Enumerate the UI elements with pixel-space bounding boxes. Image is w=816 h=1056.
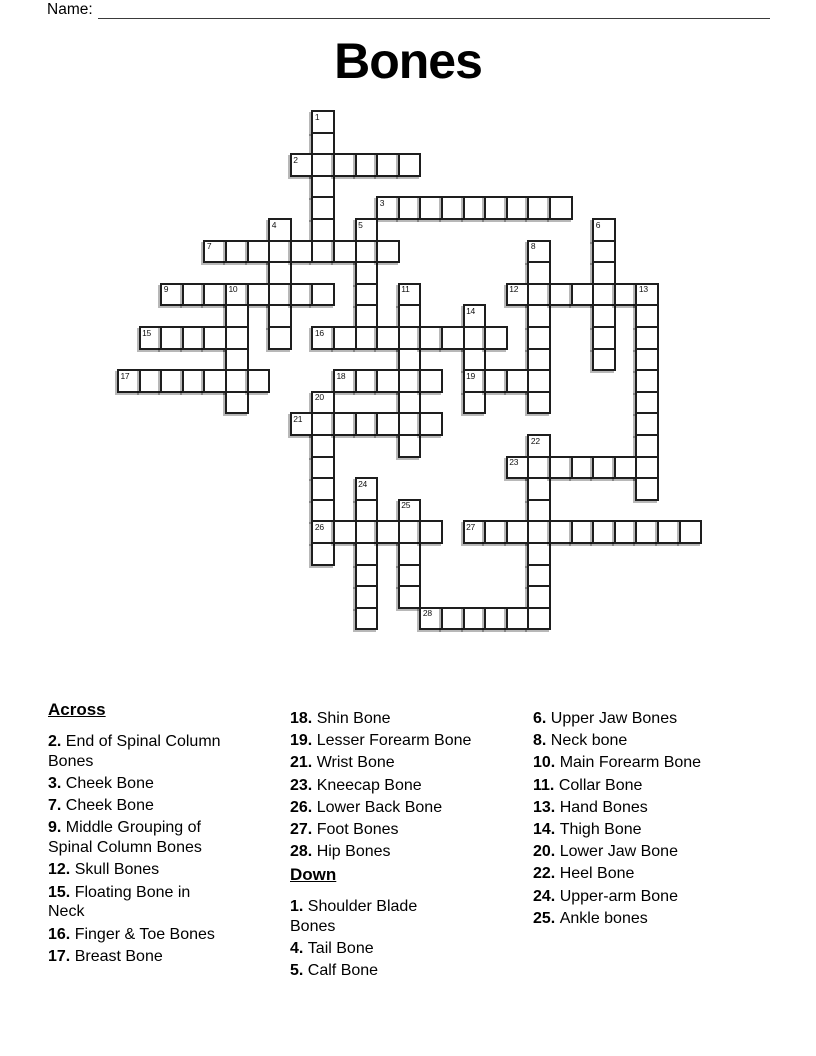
grid-cell[interactable] bbox=[203, 240, 227, 264]
clue-4: 4. Tail Bone bbox=[290, 939, 374, 957]
grid-cell[interactable] bbox=[311, 240, 335, 264]
grid-cell[interactable] bbox=[398, 412, 422, 436]
grid-cell[interactable] bbox=[441, 196, 465, 220]
grid-cell[interactable] bbox=[549, 283, 573, 307]
grid-cell[interactable] bbox=[355, 520, 379, 544]
grid-cell[interactable] bbox=[376, 240, 400, 264]
grid-cell[interactable] bbox=[355, 261, 379, 285]
grid-cell[interactable] bbox=[398, 304, 422, 328]
clue-8: 8. Neck bone bbox=[533, 732, 628, 750]
grid-cell[interactable] bbox=[614, 520, 638, 544]
grid-cell[interactable] bbox=[398, 391, 422, 415]
grid-cell[interactable] bbox=[506, 520, 530, 544]
grid-cell[interactable] bbox=[635, 348, 659, 372]
clue-2: 2. End of Spinal Column Bones bbox=[48, 733, 221, 770]
grid-cell[interactable] bbox=[311, 175, 335, 199]
clue-25: 25. Ankle bones bbox=[533, 909, 648, 927]
grid-cell[interactable] bbox=[398, 348, 422, 372]
cell-number: 19 bbox=[466, 370, 475, 381]
grid-cell[interactable] bbox=[355, 153, 379, 177]
cell-number: 24 bbox=[358, 478, 367, 489]
grid-cell[interactable] bbox=[419, 607, 443, 631]
cell-number: 17 bbox=[120, 370, 130, 381]
grid-cell[interactable] bbox=[355, 218, 379, 242]
grid-cell[interactable] bbox=[549, 196, 573, 220]
grid-cell[interactable] bbox=[203, 326, 227, 350]
grid-cell[interactable] bbox=[419, 326, 443, 350]
grid-cell[interactable] bbox=[311, 499, 335, 523]
cell-number: 9 bbox=[163, 284, 169, 295]
grid-cell[interactable] bbox=[376, 520, 400, 544]
grid-cell[interactable] bbox=[398, 434, 422, 458]
grid-cell[interactable] bbox=[398, 585, 422, 609]
clue-column-1 bbox=[48, 700, 280, 969]
across-header: Across bbox=[48, 700, 106, 719]
grid-cell[interactable] bbox=[247, 240, 271, 264]
grid-cell[interactable] bbox=[311, 196, 335, 220]
across-clues-part1 bbox=[48, 732, 280, 967]
grid-cell[interactable] bbox=[290, 283, 314, 307]
grid-cell[interactable] bbox=[635, 520, 659, 544]
grid-cell[interactable] bbox=[592, 283, 616, 307]
grid-cell[interactable] bbox=[635, 412, 659, 436]
grid-cell[interactable] bbox=[398, 326, 422, 350]
grid-cell[interactable] bbox=[268, 218, 292, 242]
grid-cell[interactable] bbox=[203, 283, 227, 307]
grid-cell[interactable] bbox=[527, 499, 551, 523]
clue-24: 24. Upper-arm Bone bbox=[533, 887, 678, 905]
grid-cell[interactable] bbox=[463, 391, 487, 415]
clue-20: 20. Lower Jaw Bone bbox=[533, 843, 678, 861]
grid-cell[interactable] bbox=[225, 240, 249, 264]
clue-16: 16. Finger & Toe Bones bbox=[48, 925, 215, 943]
cell-number: 21 bbox=[293, 413, 303, 424]
cell-number: 27 bbox=[466, 521, 475, 532]
cell-number: 25 bbox=[401, 500, 411, 511]
grid-cell[interactable] bbox=[268, 326, 292, 350]
grid-cell[interactable] bbox=[290, 412, 314, 436]
grid-cell[interactable] bbox=[290, 240, 314, 264]
cell-number: 12 bbox=[509, 284, 519, 295]
grid-cell[interactable] bbox=[311, 456, 335, 480]
cell-number: 22 bbox=[530, 435, 540, 446]
cell-number: 10 bbox=[228, 284, 238, 295]
grid-cell[interactable] bbox=[635, 304, 659, 328]
grid-cell[interactable] bbox=[592, 456, 616, 480]
grid-cell[interactable] bbox=[484, 326, 508, 350]
grid-cell[interactable] bbox=[398, 196, 422, 220]
grid-cell[interactable] bbox=[225, 369, 249, 393]
grid-cell[interactable] bbox=[182, 283, 206, 307]
grid-cell[interactable] bbox=[527, 304, 551, 328]
grid-cell[interactable] bbox=[355, 304, 379, 328]
grid-cell[interactable] bbox=[160, 369, 184, 393]
grid-cell[interactable] bbox=[527, 283, 551, 307]
grid-cell[interactable] bbox=[376, 153, 400, 177]
grid-cell[interactable] bbox=[398, 369, 422, 393]
grid-cell[interactable] bbox=[160, 326, 184, 350]
grid-cell[interactable] bbox=[549, 520, 573, 544]
clue-6: 6. Upper Jaw Bones bbox=[533, 710, 678, 727]
cell-number: 3 bbox=[379, 197, 385, 208]
cell-number: 7 bbox=[206, 241, 212, 252]
grid-cell[interactable] bbox=[139, 369, 163, 393]
grid-cell[interactable] bbox=[657, 520, 681, 544]
down-clues-part1 bbox=[290, 897, 530, 981]
grid-cell[interactable] bbox=[614, 456, 638, 480]
grid-cell[interactable] bbox=[527, 348, 551, 372]
clue-column-2 bbox=[290, 709, 530, 983]
grid-cell[interactable] bbox=[419, 369, 443, 393]
grid-cell[interactable] bbox=[463, 607, 487, 631]
clue-28: 28. Hip Bones bbox=[290, 843, 391, 861]
grid-cell[interactable] bbox=[311, 477, 335, 501]
grid-cell[interactable] bbox=[355, 283, 379, 307]
grid-cell[interactable] bbox=[311, 520, 335, 544]
grid-cell[interactable] bbox=[592, 261, 616, 285]
grid-cell[interactable] bbox=[571, 520, 595, 544]
grid-cell[interactable] bbox=[311, 542, 335, 566]
clue-9: 9. Middle Grouping of Spinal Column Bones bbox=[48, 819, 202, 857]
grid-cell[interactable] bbox=[355, 326, 379, 350]
grid-cell[interactable] bbox=[635, 326, 659, 350]
grid-cell[interactable] bbox=[635, 283, 659, 307]
grid-cell[interactable] bbox=[203, 369, 227, 393]
clue-11: 11. Collar Bone bbox=[533, 776, 643, 794]
grid-cell[interactable] bbox=[614, 283, 638, 307]
grid-cell[interactable] bbox=[268, 304, 292, 328]
cell-number: 1 bbox=[314, 111, 320, 122]
cell-number: 2 bbox=[293, 154, 298, 165]
clue-3: 3. Cheek Bone bbox=[48, 774, 154, 792]
grid-cell[interactable] bbox=[311, 218, 335, 242]
grid-cell[interactable] bbox=[484, 520, 508, 544]
grid-cell[interactable] bbox=[225, 326, 249, 350]
grid-cell[interactable] bbox=[527, 240, 551, 264]
grid-cell[interactable] bbox=[355, 542, 379, 566]
grid-cell[interactable] bbox=[549, 456, 573, 480]
grid-cell[interactable] bbox=[571, 456, 595, 480]
name-label: Name: bbox=[47, 1, 93, 18]
clue-19: 19. Lesser Forearm Bone bbox=[290, 732, 472, 750]
grid-cell[interactable] bbox=[527, 261, 551, 285]
grid-cell[interactable] bbox=[527, 542, 551, 566]
grid-cell[interactable] bbox=[527, 585, 551, 609]
clue-1: 1. Shoulder Blade Bones bbox=[290, 897, 418, 935]
grid-cell[interactable] bbox=[679, 520, 703, 544]
grid-cell[interactable] bbox=[398, 520, 422, 544]
grid-cell[interactable] bbox=[355, 369, 379, 393]
clue-14: 14. Thigh Bone bbox=[533, 820, 642, 838]
grid-cell[interactable] bbox=[268, 261, 292, 285]
grid-cell[interactable] bbox=[355, 477, 379, 501]
grid-cell[interactable] bbox=[463, 326, 487, 350]
grid-cell[interactable] bbox=[398, 283, 422, 307]
grid-cell[interactable] bbox=[355, 240, 379, 264]
grid-cell[interactable] bbox=[463, 369, 487, 393]
clue-18: 18. Shin Bone bbox=[290, 710, 391, 727]
grid-cell[interactable] bbox=[419, 196, 443, 220]
grid-cell[interactable] bbox=[592, 304, 616, 328]
cell-number: 28 bbox=[422, 608, 432, 619]
grid-cell[interactable] bbox=[635, 477, 659, 501]
clue-17: 17. Breast Bone bbox=[48, 947, 163, 965]
grid-cell[interactable] bbox=[441, 607, 465, 631]
grid-cell[interactable] bbox=[527, 456, 551, 480]
grid-cell[interactable] bbox=[376, 196, 400, 220]
grid-cell[interactable] bbox=[506, 607, 530, 631]
clue-26: 26. Lower Back Bone bbox=[290, 798, 443, 816]
grid-cell[interactable] bbox=[311, 412, 335, 436]
cell-number: 11 bbox=[401, 284, 410, 295]
grid-cell[interactable] bbox=[333, 240, 357, 264]
grid-cell[interactable] bbox=[527, 326, 551, 350]
grid-cell[interactable] bbox=[592, 240, 616, 264]
grid-cell[interactable] bbox=[333, 326, 357, 350]
grid-cell[interactable] bbox=[160, 283, 184, 307]
grid-cell[interactable] bbox=[419, 412, 443, 436]
clue-21: 21. Wrist Bone bbox=[290, 754, 395, 772]
across-clues-part2 bbox=[290, 709, 530, 862]
grid-cell[interactable] bbox=[225, 304, 249, 328]
grid-cell[interactable] bbox=[527, 434, 551, 458]
grid-cell[interactable] bbox=[290, 153, 314, 177]
clue-5: 5. Calf Bone bbox=[290, 962, 379, 980]
grid-cell[interactable] bbox=[311, 110, 335, 134]
grid-cell[interactable] bbox=[182, 369, 206, 393]
grid-cell[interactable] bbox=[311, 283, 335, 307]
cell-number: 23 bbox=[509, 457, 519, 468]
clue-10: 10. Main Forearm Bone bbox=[533, 754, 702, 772]
cell-number: 16 bbox=[314, 327, 324, 338]
grid-cell[interactable] bbox=[506, 283, 530, 307]
grid-cell[interactable] bbox=[527, 520, 551, 544]
grid-cell[interactable] bbox=[355, 585, 379, 609]
cell-number: 13 bbox=[638, 284, 648, 295]
grid-cell[interactable] bbox=[592, 520, 616, 544]
cell-number: 4 bbox=[271, 219, 277, 230]
grid-cell[interactable] bbox=[506, 196, 530, 220]
cell-number: 14 bbox=[466, 305, 475, 316]
grid-cell[interactable] bbox=[139, 326, 163, 350]
grid-cell[interactable] bbox=[419, 520, 443, 544]
cell-number: 26 bbox=[314, 521, 324, 532]
grid-cell[interactable] bbox=[527, 607, 551, 631]
grid-cell[interactable] bbox=[463, 304, 487, 328]
grid-cell[interactable] bbox=[527, 369, 551, 393]
grid-cell[interactable] bbox=[117, 369, 141, 393]
cell-number: 20 bbox=[314, 392, 324, 403]
grid-cell[interactable] bbox=[484, 607, 508, 631]
grid-cell[interactable] bbox=[484, 196, 508, 220]
grid-cell[interactable] bbox=[333, 520, 357, 544]
clue-13: 13. Hand Bones bbox=[533, 798, 648, 816]
cell-number: 15 bbox=[142, 327, 151, 338]
grid-cell[interactable] bbox=[463, 348, 487, 372]
clue-15: 15. Floating Bone in Neck bbox=[48, 883, 191, 921]
clue-12: 12. Skull Bones bbox=[48, 861, 160, 879]
grid-cell[interactable] bbox=[311, 391, 335, 415]
grid-cell[interactable] bbox=[592, 218, 616, 242]
grid-cell[interactable] bbox=[527, 391, 551, 415]
grid-cell[interactable] bbox=[376, 369, 400, 393]
grid-cell[interactable] bbox=[225, 348, 249, 372]
grid-cell[interactable] bbox=[635, 369, 659, 393]
down-header: Down bbox=[290, 864, 337, 884]
grid-cell[interactable] bbox=[311, 326, 335, 350]
grid-cell[interactable] bbox=[268, 240, 292, 264]
grid-cell[interactable] bbox=[398, 564, 422, 588]
grid-cell[interactable] bbox=[268, 283, 292, 307]
grid-cell[interactable] bbox=[333, 412, 357, 436]
grid-cell[interactable] bbox=[355, 564, 379, 588]
grid-cell[interactable] bbox=[527, 196, 551, 220]
clue-27: 27. Foot Bones bbox=[290, 820, 399, 838]
grid-cell[interactable] bbox=[484, 369, 508, 393]
cell-number: 18 bbox=[336, 370, 346, 381]
grid-cell[interactable] bbox=[506, 456, 530, 480]
cell-number: 5 bbox=[358, 219, 363, 230]
grid-cell[interactable] bbox=[635, 456, 659, 480]
grid-cell[interactable] bbox=[635, 391, 659, 415]
grid-cell[interactable] bbox=[355, 412, 379, 436]
grid-cell[interactable] bbox=[247, 369, 271, 393]
grid-cell[interactable] bbox=[463, 520, 487, 544]
grid-cell[interactable] bbox=[463, 196, 487, 220]
clue-23: 23. Kneecap Bone bbox=[290, 776, 422, 794]
clue-7: 7. Cheek Bone bbox=[48, 797, 154, 815]
grid-cell[interactable] bbox=[225, 283, 249, 307]
page-title: Bones bbox=[334, 33, 482, 89]
grid-cell[interactable] bbox=[398, 542, 422, 566]
grid-cell[interactable] bbox=[571, 283, 595, 307]
grid-cell[interactable] bbox=[247, 283, 271, 307]
grid-cell[interactable] bbox=[225, 391, 249, 415]
grid-cell[interactable] bbox=[441, 326, 465, 350]
grid-cell[interactable] bbox=[355, 607, 379, 631]
grid-cell[interactable] bbox=[333, 369, 357, 393]
grid-cell[interactable] bbox=[398, 153, 422, 177]
grid-cell[interactable] bbox=[527, 477, 551, 501]
grid-cell[interactable] bbox=[333, 153, 357, 177]
grid-cell[interactable] bbox=[311, 153, 335, 177]
grid-cell[interactable] bbox=[635, 434, 659, 458]
cell-number: 6 bbox=[595, 219, 601, 230]
clue-22: 22. Heel Bone bbox=[533, 865, 635, 883]
grid-cell[interactable] bbox=[182, 326, 206, 350]
grid-cell[interactable] bbox=[527, 564, 551, 588]
grid-cell[interactable] bbox=[311, 132, 335, 156]
grid-cell[interactable] bbox=[506, 369, 530, 393]
grid-cell[interactable] bbox=[376, 326, 400, 350]
grid-cell[interactable] bbox=[398, 499, 422, 523]
grid-cell[interactable] bbox=[592, 326, 616, 350]
grid-cell[interactable] bbox=[376, 412, 400, 436]
grid-cell[interactable] bbox=[592, 348, 616, 372]
grid-cell[interactable] bbox=[355, 499, 379, 523]
clue-column-3 bbox=[533, 709, 745, 931]
grid-cell[interactable] bbox=[311, 434, 335, 458]
down-clues-part2 bbox=[533, 709, 745, 928]
cell-number: 8 bbox=[530, 241, 536, 252]
